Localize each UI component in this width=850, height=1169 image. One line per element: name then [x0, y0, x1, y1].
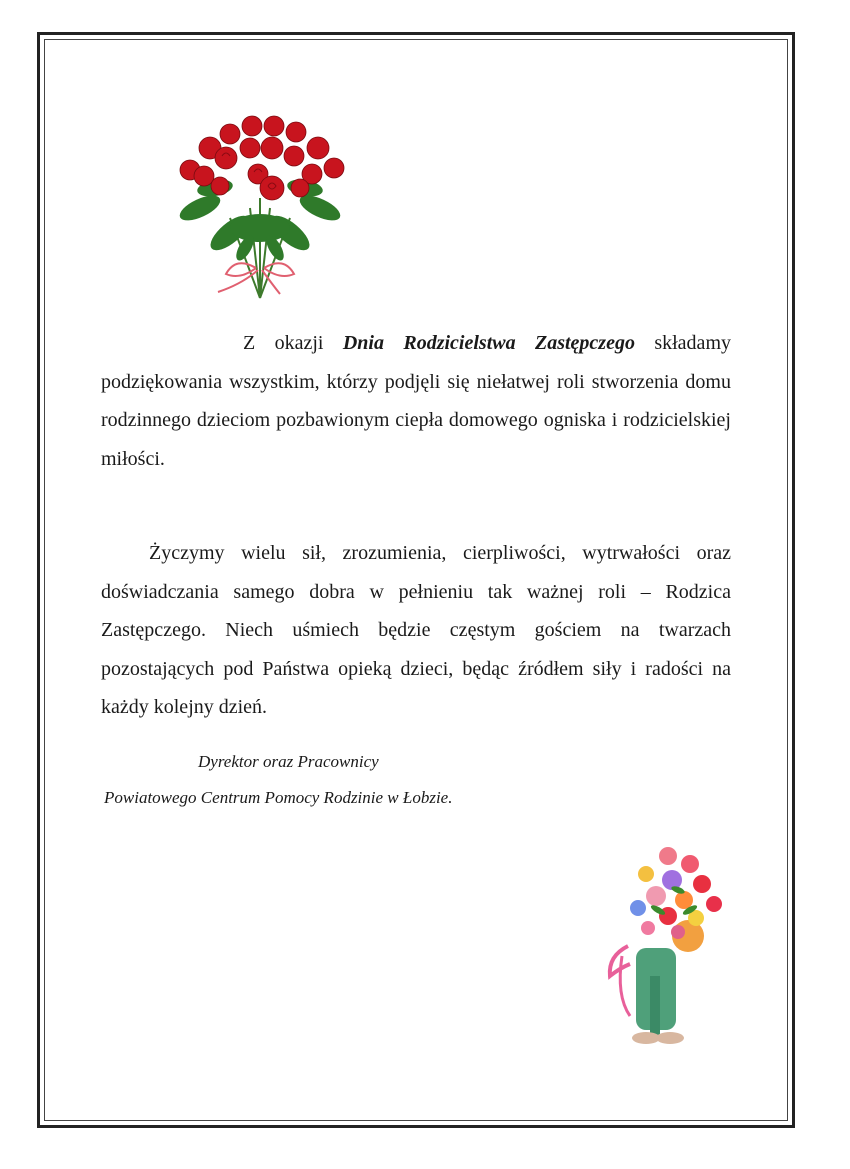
greeting-paragraph — [101, 324, 731, 478]
rose-bouquet-image — [160, 108, 360, 308]
greeting-prefix: Z okazji — [243, 332, 324, 354]
child-with-flowers-image — [598, 836, 733, 1051]
wishes-text: Życzymy wielu sił, zrozumienia, cierpliwości, wytrwałości oraz doświadczania samego dobra w pełnieniu tak ważnej roli – Rodzica Zastępczego. Niech uśmiech będzie częstym gościem na twarzach pozostających pod Państwa opieką dzieci, będąc źródłem siły i radości na każdy kolejny dzień. — [101, 542, 731, 718]
signature-line-2: Powiatowego Centrum Pomocy Rodzinie w Łobzie. — [104, 788, 453, 807]
signature-line-1: Dyrektor oraz Pracownicy — [198, 752, 379, 771]
wishes-paragraph — [101, 534, 731, 727]
greeting-text: składamy podziękowania wszystkim, którzy podjęli się niełatwej roli stworzenia domu rodzinnego dzieciom pozbawionym ciepła domowego ogniska i rodzicielskiej miłości. — [101, 332, 731, 470]
occasion-name: Dnia Rodzicielstwa Zastępczego — [342, 332, 635, 354]
